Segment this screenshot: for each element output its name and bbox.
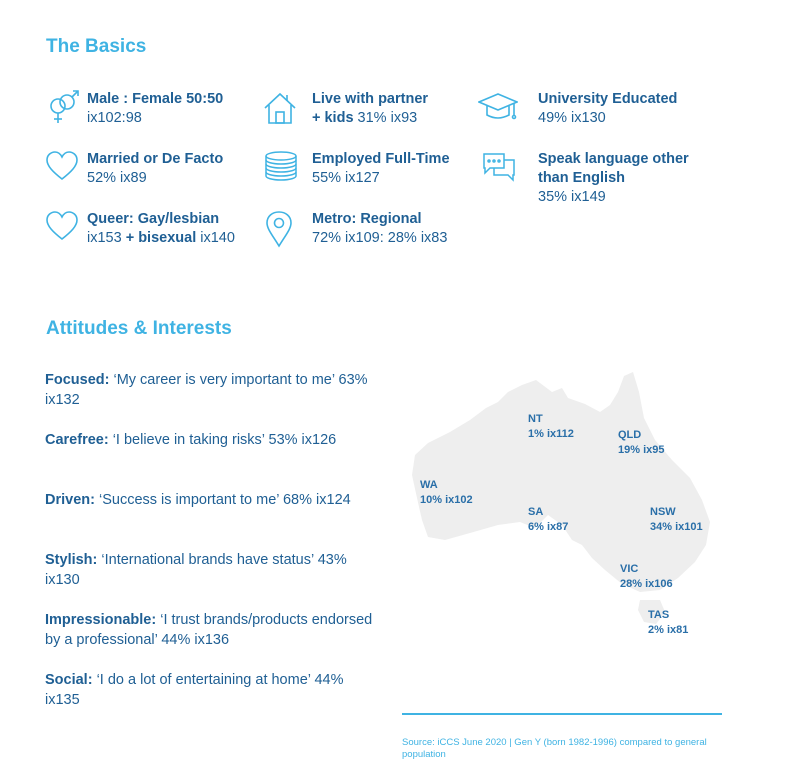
stat-education-value: 49% ix130 bbox=[538, 110, 606, 126]
source-note: Source: iCCS June 2020 | Gen Y (born 1982-1996) compared to general population bbox=[402, 737, 707, 760]
stat-queer-value-2: ix140 bbox=[196, 230, 235, 246]
map-label-sa bbox=[528, 505, 568, 535]
stat-language-title: Speak language other bbox=[538, 151, 689, 167]
map-value: 10% ix102 bbox=[420, 494, 473, 506]
stat-education-title: University Educated bbox=[538, 91, 678, 107]
map-value: 19% ix95 bbox=[618, 444, 665, 456]
map-state: TAS bbox=[648, 609, 670, 621]
attitude-label: Driven: bbox=[45, 492, 95, 508]
map-label-vic bbox=[620, 562, 673, 592]
stat-queer-bisexual: + bisexual bbox=[125, 230, 197, 246]
map-state: WA bbox=[420, 479, 438, 491]
attitude-text: ‘International brands have status’ 43% ix130 bbox=[45, 552, 347, 588]
map-state: NSW bbox=[650, 506, 676, 518]
stat-married-title: Married or De Facto bbox=[87, 151, 224, 167]
attitude-text: ‘My career is very important to me’ 63% ix132 bbox=[45, 372, 368, 408]
stat-gender-title: Male : Female 50:50 bbox=[87, 91, 224, 107]
map-label-nt bbox=[528, 412, 574, 442]
stat-metro-value: 72% ix109: 28% ix83 bbox=[312, 230, 448, 246]
attitude-text: ‘I trust brands/products endorsed by a professional’ 44% ix136 bbox=[45, 612, 373, 648]
stat-metro-title: Metro: Regional bbox=[312, 211, 422, 227]
map-label-wa bbox=[420, 478, 473, 508]
attitude-label: Carefree: bbox=[45, 432, 109, 448]
stat-queer-value-1: ix153 bbox=[87, 230, 126, 246]
stat-married-value: 52% ix89 bbox=[87, 170, 147, 186]
map-label-nsw bbox=[650, 505, 703, 535]
attitudes-heading: Attitudes & Interests bbox=[46, 318, 232, 339]
basics-heading: The Basics bbox=[46, 36, 147, 57]
stat-household-kids: + kids bbox=[312, 110, 354, 126]
map-state: VIC bbox=[620, 563, 639, 575]
map-value: 6% ix87 bbox=[528, 521, 569, 533]
map-label-tas bbox=[648, 608, 688, 638]
stat-household-value: 31% ix93 bbox=[353, 110, 418, 126]
stat-language-title-2: than English bbox=[538, 170, 625, 186]
attitude-text: ‘I believe in taking risks’ 53% ix126 bbox=[108, 432, 337, 448]
stat-language-value: 35% ix149 bbox=[538, 189, 606, 205]
map-value: 2% ix81 bbox=[648, 624, 689, 636]
attitude-text: ‘I do a lot of entertaining at home’ 44% ix135 bbox=[45, 672, 344, 708]
map-value: 34% ix101 bbox=[650, 521, 703, 533]
map-state: SA bbox=[528, 506, 544, 518]
map-state: QLD bbox=[618, 429, 642, 441]
map-label-qld bbox=[618, 428, 664, 458]
map-value: 1% ix112 bbox=[528, 428, 574, 440]
attitude-label: Social: bbox=[45, 672, 93, 688]
attitude-text: ‘Success is important to me’ 68% ix124 bbox=[94, 492, 351, 508]
stat-employment-title: Employed Full-Time bbox=[312, 151, 450, 167]
attitude-label: Impressionable: bbox=[45, 612, 157, 628]
map-value: 28% ix106 bbox=[620, 578, 673, 590]
footer-divider bbox=[402, 713, 722, 715]
stat-gender-value: ix102:98 bbox=[87, 110, 142, 126]
stat-household-title: Live with partner bbox=[312, 91, 429, 107]
stat-employment-value: 55% ix127 bbox=[312, 170, 380, 186]
map-state: NT bbox=[528, 413, 543, 425]
attitude-label: Stylish: bbox=[45, 552, 98, 568]
stat-queer-title: Queer: Gay/lesbian bbox=[87, 211, 220, 227]
attitude-label: Focused: bbox=[45, 372, 110, 388]
